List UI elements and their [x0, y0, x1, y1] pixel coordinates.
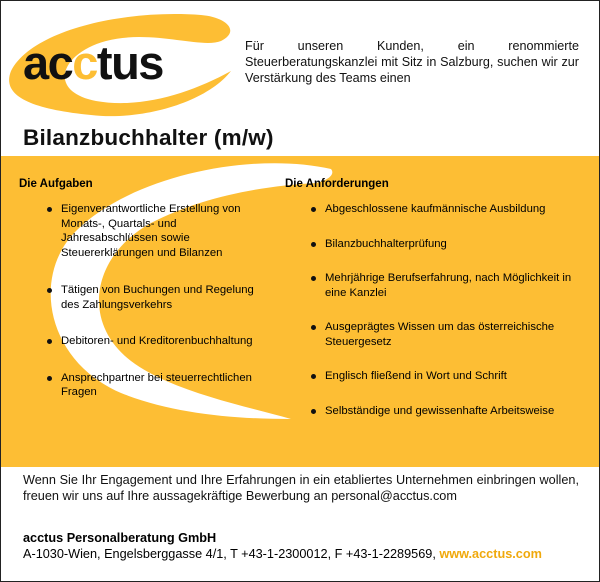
website-link[interactable]: www.acctus.com — [439, 547, 542, 561]
contact-address — [23, 546, 593, 562]
list-item: Mehrjährige Berufserfahrung, nach Möglichkeit in eine Kanzlei — [311, 271, 581, 300]
list-item: Eigenverantwortliche Erstellung von Monats-, Quartals- und Jahresabschlüssen sowie Steuererklärungen und Bilanzen — [47, 202, 269, 260]
list-item: Ansprechpartner bei steuerrechtlichen Fragen — [47, 371, 269, 400]
intro-text: Für unseren Kunden, ein renommierte Steuerberatungskanzlei mit Sitz in Salzburg, suchen wir zur Verstärkung des Teams einen — [245, 39, 579, 85]
company-name: acctus Personalberatung GmbH — [23, 531, 217, 545]
list-item: Abgeschlossene kaufmännische Ausbildung — [311, 202, 581, 217]
requirements-heading: Die Anforderungen — [285, 178, 389, 190]
list-item: Debitoren- und Kreditorenbuchhaltung — [47, 334, 269, 349]
job-title: Bilanzbuchhalter (m/w) — [23, 125, 274, 150]
list-item: Ausgeprägtes Wissen um das österreichische Steuergesetz — [311, 320, 581, 349]
tasks-list — [47, 202, 269, 400]
list-item: Bilanzbuchhalterprüfung — [311, 237, 581, 252]
application-text: Wenn Sie Ihr Engagement und Ihre Erfahrungen in ein etabliertes Unternehmen einbringen wollen, freuen wir uns auf Ihre aussagekräftige Bewerbung an personal@acctus.com — [23, 473, 579, 503]
list-item: Tätigen von Buchungen und Regelung des Zahlungsverkehrs — [47, 283, 269, 312]
list-item: Selbständige und gewissenhafte Arbeitsweise — [311, 404, 581, 419]
requirements-list — [311, 202, 581, 438]
tasks-heading: Die Aufgaben — [19, 178, 93, 190]
list-item: Englisch fließend in Wort und Schrift — [311, 369, 581, 384]
address-text: A-1030-Wien, Engelsberggasse 4/1, T +43-1-2300012, F +43-1-2289569, — [23, 547, 436, 561]
acctus-logo: acctus — [23, 36, 163, 89]
